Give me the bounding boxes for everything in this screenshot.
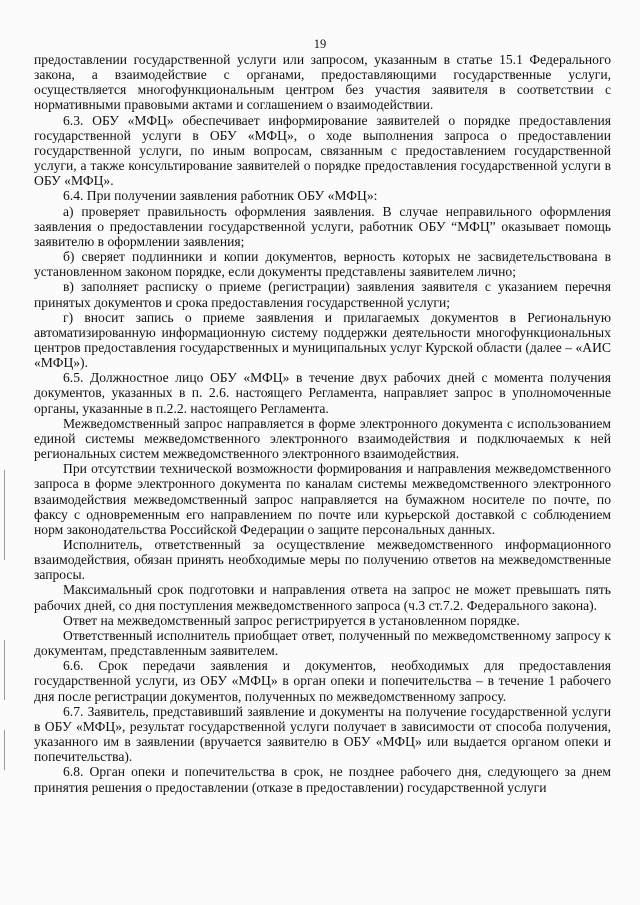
paragraph: 6.6. Срок передачи заявления и документов, необходимых для предоставления государственной услуги, из ОБУ «МФЦ» в орган опеки и попечительства – в течение 1 рабочего дня после регистрации документов, полученных по межведомственному запросу. [34, 658, 611, 704]
paragraph: Ответственный исполнитель приобщает ответ, полученный по межведомственному запросу к документам, представленным заявителем. [34, 627, 611, 659]
scan-edge-mark [4, 470, 5, 560]
paragraph: Ответ на межведомственный запрос регистрируется в установленном порядке. [63, 612, 520, 628]
scan-edge-mark [4, 640, 5, 700]
list-item: б) сверяет подлинники и копии документов, верность которых не засвидетельствована в установленном законом порядке, если документы представлены заявителем лично; [34, 249, 611, 280]
paragraph: Исполнитель, ответственный за осуществление межведомственного информационного взаимодействия, обязан принять необходимые меры по получению ответов на межведомственные запросы. [34, 537, 611, 583]
paragraph: предоставлении государственной услуги или запросом, указанным в статье 15.1 Федерального закона, а взаимодействие с органами, предоставляющими государственные услуги, осуществляется многофункциональным центром без участия заявителя в соответствии с нормативными правовыми актами и соглашением о взаимодействии. [34, 52, 611, 113]
page-number: 19 [313, 37, 327, 51]
body-text [34, 52, 611, 795]
paragraph: 6.4. При получении заявления работник ОБУ «МФЦ»: [63, 188, 378, 204]
paragraph: 6.8. Орган опеки и попечительства в срок, не позднее рабочего дня, следующего за днем принятия решения о предоставлении (отказе в предоставлении) государственной услуги [34, 764, 611, 795]
paragraph: 6.7. Заявитель, представивший заявление и документы на получение государственной услуги в ОБУ «МФЦ», результат государственной услуги получает в зависимости от способа получения, указанного им в заявлении (вручается заявителю в ОБУ «МФЦ» или выдается органом опеки и попечительства). [34, 703, 611, 765]
list-item: в) заполняет расписку о приеме (регистрации) заявления заявителя с указанием перечня принятых документов и срока предоставления государственной услуги; [34, 279, 611, 310]
paragraph: Межведомственный запрос направляется в форме электронного документа с использованием единой системы межведомственного электронного взаимодействия и подключаемых к ней региональных систем межведомственного электронного взаимодействия. [34, 415, 611, 462]
paragraph: 6.3. ОБУ «МФЦ» обеспечивает информирование заявителей о порядке предоставления государственной услуги в ОБУ «МФЦ», о ходе выполнения запроса о предоставлении государственной услуги, по иным вопросам, связанным с предоставлением государственной услуги, а также консультирование заявителей о порядке предоставления государственной услуги в ОБУ «МФЦ». [34, 112, 611, 189]
list-item: г) вносит запись о приеме заявления и прилагаемых документов в Региональную автоматизированную информационную систему поддержки деятельности многофункциональных центров предоставления государственных и муниципальных услуг Курской области (далее – «АИС «МФЦ»). [34, 309, 611, 371]
scan-edge-mark [4, 730, 5, 770]
list-item: а) проверяет правильность оформления заявления. В случае неправильного оформления заявления о предоставлении государственной услуги, работник ОБУ “МФЦ” оказывает помощь заявителю в оформлении заявления; [34, 203, 611, 249]
paragraph: При отсутствии технической возможности формирования и направления межведомственного запроса в форме электронного документа по каналам системы межведомственного электронного взаимодействия межведомственный запрос направляется на бумажном носителе по почте, по факсу с одновременным его направлением по почте или курьерской доставкой с соблюдением норм законодательства Российской Федерации о защите персональных данных. [34, 461, 611, 537]
paragraph: 6.5. Должностное лицо ОБУ «МФЦ» в течение двух рабочих дней с момента получения документов, указанных в п. 2.6. настоящего Регламента, направляет запрос в уполномоченные органы, указанные в п.2.2. настоящего Регламента. [34, 370, 611, 416]
paragraph: Максимальный срок подготовки и направления ответа на запрос не может превышать пять рабочих дней, со дня поступления межведомственного запроса (ч.3 ст.7.2. Федерального закона). [34, 582, 611, 613]
